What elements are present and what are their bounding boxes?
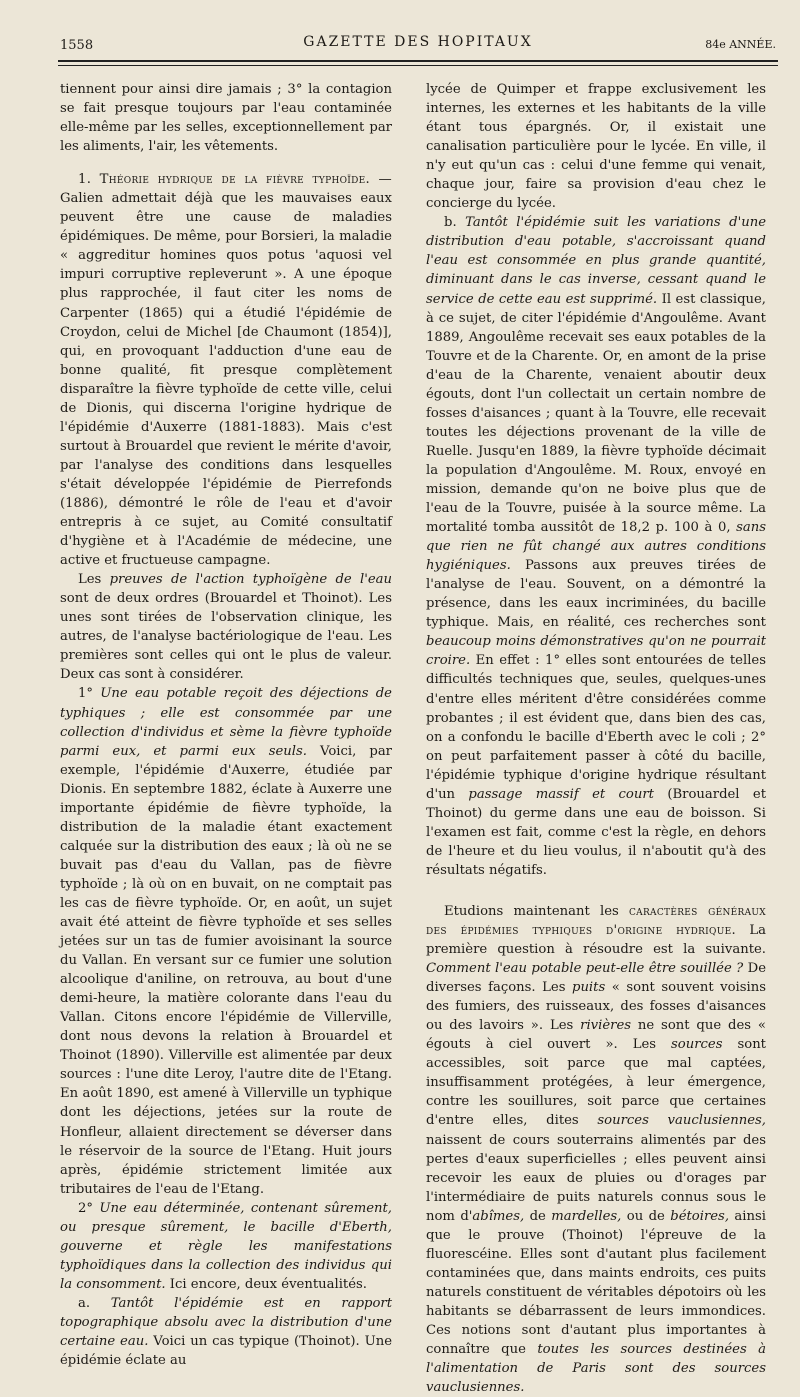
text: ou de: [621, 1208, 671, 1224]
right-column: [426, 80, 766, 1397]
text: a.: [78, 1295, 111, 1311]
paragraph: [426, 213, 766, 880]
emphasis: Une eau potable reçoit des déjections de typhiques ; elle est consommée par une collection d'individus et sème la fièvre typhoïde parmi eux, et parmi eux seuls.: [60, 686, 392, 759]
emphasis: abîmes,: [472, 1208, 525, 1224]
header-rule-thin: [58, 65, 778, 66]
emphasis: Tantôt l'épidémie suit les variations d'une distribution d'eau potable, s'accroissant quand l'eau est consommée en plus grande quantité, diminuant dans le cas inverse, cessant quand le service de cette eau est supprimé.: [426, 215, 767, 307]
text: 2°: [78, 1200, 100, 1216]
text: Les: [78, 572, 110, 588]
text: sont accessibles, soit parce que mal captées, insuffisamment protégées, à leur émergence, contre les souillures, soit parce que certaines d'entre elles, dites: [426, 1037, 766, 1129]
text: de: [524, 1208, 552, 1224]
small-caps-heading: caractères généraux des épidémies typhiques d'origine hydrique.: [426, 903, 767, 939]
paragraph: [60, 1294, 392, 1370]
emphasis: mardelles,: [551, 1208, 622, 1224]
text: sont de deux ordres (Brouardel et Thoinot). Les unes sont tirées de l'observation clinique, les autres, de l'analyse bactériologique de l'eau. Les premières sont celles qui ont le plus de valeur. Deux cas sont à considérer.: [60, 591, 392, 683]
emphasis: Tantôt l'épidémie est en rapport topographique absolu avec la distribution d'une certaine eau.: [60, 1295, 392, 1350]
text: (Brouardel et Thoinot) du germe dans une eau de boisson. Si l'examen est fait, comme c'est la règle, en dehors de l'heure et du lieu voulus, il n'aboutit qu'à des résultats négatifs.: [426, 786, 766, 878]
text: En effet : 1° elles sont entourées de telles difficultés techniques que, seules, quelques-unes d'entre elles méritent d'être considérées comme probantes ; il est évident que, dans bien des cas, on a confondu le bacille d'Eberth avec le coli ; 2° on peut parfaitement passer à côté du bacille, l'épidémie typhique d'origine hydrique résultant d'un: [426, 653, 766, 802]
paragraph: lycée de Quimper et frappe exclusivement les internes, les externes et les habitants de la ville étant tous épargnés. Or, il existait une canalisation particulière pour le lycée. En ville, il n'y eut qu'un cas : celui d'une femme qui venait, chaque jour, faire sa provision d'eau chez le concierge du lycée.: [426, 82, 766, 212]
paragraph: [60, 1199, 392, 1294]
text: Passons aux preuves tirées de l'analyse de l'eau. Souvent, on a démontré la présence, dans les eaux incriminées, du bacille typhique. Mais, en réalité, ces recherches sont: [426, 558, 766, 631]
paragraph: tiennent pour ainsi dire jamais ; 3° la contagion se fait presque toujours par l'eau contaminée elle-même par les selles, exceptionnellement par les aliments, l'air, les vêtements.: [60, 82, 392, 155]
text: 1°: [78, 686, 101, 702]
emphasis: sources vauclusiennes,: [597, 1113, 766, 1129]
emphasis: Une eau déterminée, contenant sûrement, ou presque sûrement, le bacille d'Eberth, gouverne et règle les manifestations typhoïdiques dans la collection des individus qui la consomment.: [60, 1200, 392, 1292]
text: ainsi que le prouve (Thoinot) l'épreuve de la fluorescéine. Elles sont d'autant plus facilement contaminées que, dans maints endroits, ces puits naturels constituent de véritables dépotoirs où les habitants se débarrassent de leurs immondices. Ces notions sont d'autant plus importantes à connaître que: [426, 1208, 766, 1358]
text: La première question à résoudre est la suivante.: [426, 923, 767, 958]
text: Ici encore, deux éventualités.: [165, 1276, 367, 1292]
emphasis: rivières: [580, 1018, 632, 1034]
emphasis: sources: [671, 1037, 723, 1053]
text: Etudions maintenant les: [444, 903, 629, 919]
emphasis: beaucoup moins démonstratives qu'on ne pourrait croire.: [426, 634, 766, 669]
emphasis: sans que rien ne fût changé aux autres conditions hygiéniques.: [426, 520, 766, 574]
emphasis: puits: [572, 980, 606, 996]
left-column: [60, 80, 392, 1370]
text: naissent de cours souterrains alimentés par des pertes d'eaux superficielles ; elles peuvent ainsi recevoir les eaux de pluies ou d'orages par l'intermédiaire de puits naturels connus sous le nom d': [426, 1132, 766, 1224]
journal-title: GAZETTE DES HOPITAUX: [303, 34, 533, 50]
emphasis: Comment l'eau potable peut-elle être souillée ?: [426, 961, 744, 977]
year-label: 84e ANNÉE.: [705, 38, 776, 51]
section-heading: 1. Théorie hydrique de la fièvre typhoïde. —: [78, 172, 392, 188]
paragraph-text: Galien admettait déjà que les mauvaises eaux peuvent être une cause de maladies épidémiques. De même, pour Borsieri, la maladie « aggreditur homines quos potus 'aquosi vel impuri corruptive repleverunt ». A une époque plus rapprochée, il faut citer les noms de Carpenter (1865) qui a étudié l'épidémie de Croydon, celui de Michel [de Chaumont (1854)], qui, en provoquant l'adduction d'une eau de bonne qualité, fit presque complètement disparaître la fièvre typhoïde de cette ville, celui de Dionis, qui discerna l'origine hydrique de l'épidémie d'Auxerre (1881-1883). Mais c'est surtout à Brouardel que revient le mérite d'avoir, par l'analyse des conditions dans lesquelles s'était développée l'épidémie de Pierrefonds (1886), démontré le rôle de l'eau et d'avoir entrepris à ce sujet, au Comité consultatif d'hygiène et à l'Académie de médecine, une active et fructueuse campagne.: [60, 191, 392, 569]
emphasis: toutes les sources destinées à l'alimentation de Paris sont des sources vauclusiennes.: [426, 1342, 766, 1396]
page-header: [60, 34, 776, 56]
emphasis: bétoires,: [670, 1208, 730, 1224]
paragraph: [426, 902, 766, 1397]
header-rule-thick: [58, 60, 778, 62]
emphasis: preuves de l'action typhoïgène de l'eau: [109, 572, 392, 588]
text: b.: [444, 215, 466, 231]
text: « sont souvent voisins des fumiers, des ruisseaux, des fosses d'aisances ou des lavoirs ». Les: [426, 980, 767, 1034]
emphasis: passage massif et court: [468, 786, 654, 802]
section-paragraph: [60, 170, 392, 570]
page-number: 1558: [60, 38, 94, 53]
text: ne sont que des « égouts à ciel ouvert ». Les: [426, 1018, 766, 1053]
text: De diverses façons. Les: [426, 961, 766, 996]
text: Voici, par exemple, l'épidémie d'Auxerre, étudiée par Dionis. En septembre 1882, éclate à Auxerre une importante épidémie de fièvre typhoïde, la distribution de la maladie étant exactement calquée sur la distribution des eaux ; là où ne se buvait pas d'eau du Vallan, pas de fièvre typhoïde ; là où on en buvait, on ne comptait pas les cas de fièvre typhoïde. Or, en août, un sujet avait été atteint de fièvre typhoïde et ses selles jetées sur un tas de fumier avoisinant la source du Vallan. En versant sur ce fumier une solution alcoolique d'aniline, on retrouva, au bout d'une demi-heure, la matière colorante dans l'eau du Vallan. Citons encore l'épidémie de Villerville, dont nous devons la relation à Brouardel et Thoinot (1890). Villerville est alimentée par deux sources : l'une dite Leroy, l'autre dite de l'Etang. En août 1890, est amené à Villerville un typhique dont les déjections, jetées sur la route de Honfleur, allaient directement se déverser dans le réservoir de la source de l'Etang. Huit jours après, épidémie strictement limitée aux tributaires de l'eau de l'Etang.: [60, 743, 392, 1197]
text: Voici un cas typique (Thoinot). Une épidémie éclate au: [60, 1334, 392, 1369]
paragraph: [60, 684, 392, 1198]
text: Il est classique, à ce sujet, de citer l'épidémie d'Angoulême. Avant 1889, Angoulême recevait ses eaux potables de la Touvre et de la Charente. Or, en amont de la prise d'eau de la Charente, venaient aboutir deux égouts, dont l'un collectait un certain nombre de fosses d'aisances ; quant à la Touvre, elle recevait toutes les déjections provenant de la ville de Ruelle. Jusqu'en 1889, la fièvre typhoïde décimait la population d'Angoulême. M. Roux, envoyé en mission, demande qu'on ne boive plus que de l'eau de la Touvre, puisée à la source même. La mortalité tomba aussitôt de 18,2 p. 100 à 0,: [426, 291, 767, 536]
paragraph: [60, 570, 392, 684]
